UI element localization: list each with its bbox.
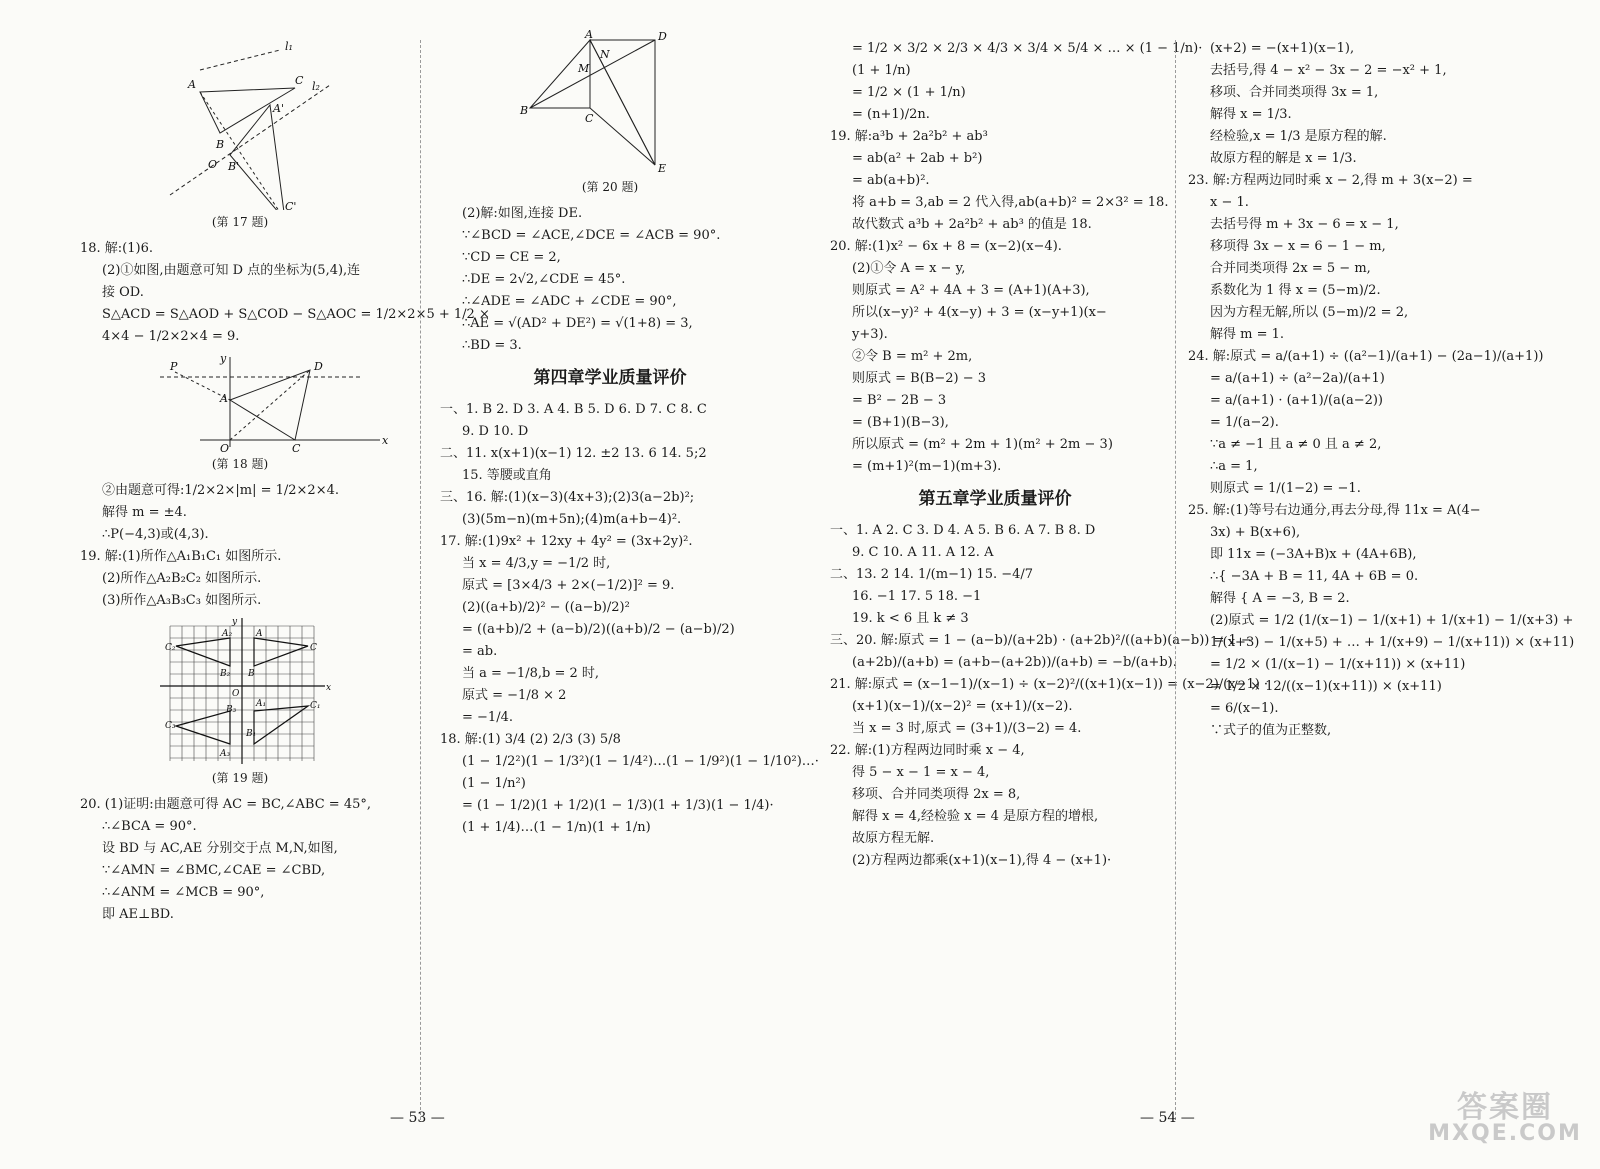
fig20-label-M: M: [578, 62, 590, 75]
text-line: 19. k < 6 且 k ≠ 3: [852, 611, 969, 626]
text-line: 故代数式 a³b + 2a²b² + ab³ 的值是 18.: [852, 217, 1092, 232]
text-line: 解得 { A = −3, B = 2.: [1210, 591, 1350, 606]
text-line: 17. 解:(1)9x² + 12xy + 4y² = (3x+2y)².: [440, 534, 693, 549]
text-line: (1 − 1/n²): [462, 776, 526, 791]
fig20-label-A: A: [585, 30, 593, 41]
text-line: 20. 解:(1)x² − 6x + 8 = (x−2)(x−4).: [830, 239, 1062, 254]
fig17-label-O: O: [208, 158, 218, 171]
fig18-label-x: x: [382, 434, 389, 447]
text-line: (2)((a+b)/2)² − ((a−b)/2)²: [462, 600, 630, 615]
fig18-label-y: y: [220, 352, 227, 365]
text-line: 当 x = 4/3,y = −1/2 时,: [462, 556, 611, 571]
text-line: ∴∠ADE = ∠ADC + ∠CDE = 90°,: [462, 294, 677, 309]
figure-19-caption: (第 19 题): [211, 771, 269, 785]
section-title-chapter-5: 第五章学业质量评价: [918, 489, 1072, 509]
text-line: 4×4 − 1/2×2×4 = 9.: [102, 329, 240, 344]
text-line: = (m+1)²(m−1)(m+3).: [852, 459, 1002, 474]
text-line: ∴DE = 2√2,∠CDE = 45°.: [462, 272, 626, 287]
watermark-line-2: MXQE.COM: [1428, 1121, 1582, 1146]
text-line: x − 1.: [1210, 195, 1249, 210]
fig18-label-D: D: [314, 360, 323, 373]
text-line: (x+2) = −(x+1)(x−1),: [1210, 41, 1355, 56]
text-line: 则原式 = B(B−2) − 3: [852, 371, 986, 386]
fig20-label-B: B: [520, 104, 529, 117]
text-line: 23. 解:方程两边同时乘 x − 2,得 m + 3(x−2) =: [1188, 173, 1473, 188]
text-line: 当 a = −1/8,b = 2 时,: [462, 666, 600, 681]
figure-20-caption: (第 20 题): [581, 180, 639, 194]
text-line: 因为方程无解,所以 (5−m)/2 = 2,: [1210, 305, 1409, 320]
text-line: 系数化为 1 得 x = (5−m)/2.: [1210, 283, 1381, 298]
text-line: 18. 解:(1)6.: [80, 241, 154, 256]
figure-20: [440, 30, 780, 175]
fig19-label-C3: C₃: [165, 721, 176, 731]
text-line: = ab.: [462, 644, 498, 659]
fig17-label-C: C: [295, 74, 304, 87]
text-line: 则原式 = A² + 4A + 3 = (A+1)(A+3),: [852, 283, 1090, 298]
text-line: = B² − 2B − 3: [852, 393, 947, 408]
text-line: 即 11x = (−3A+B)x + (4A+6B),: [1210, 547, 1417, 562]
text-line: (2)解:如图,连接 DE.: [462, 206, 583, 221]
text-line: (2)所作△A₂B₂C₂ 如图所示.: [102, 571, 262, 586]
text-line: = 1/(a−2).: [1210, 415, 1279, 430]
text-line: 二、13. 2 14. 1/(m−1) 15. −4/7: [830, 567, 1034, 582]
text-line: = 1/2 × (1/(x−1) − 1/(x+11)) × (x+11): [1210, 657, 1466, 672]
text-line: 原式 = [3×4/3 + 2×(−1/2)]² = 9.: [462, 578, 675, 593]
text-line: 解得 m = 1.: [1210, 327, 1285, 342]
fig19-label-A1: A₁: [256, 699, 267, 709]
text-line: (2)①如图,由题意可知 D 点的坐标为(5,4),连: [102, 263, 361, 278]
text-line: 合并同类项得 2x = 5 − m,: [1210, 261, 1371, 276]
text-line: (1 − 1/2²)(1 − 1/3²)(1 − 1/4²)…(1 − 1/9²)(1 − 1/10²)…·: [462, 754, 819, 769]
fig18-label-P: P: [170, 360, 178, 373]
text-line: (3)所作△A₃B₃C₃ 如图所示.: [102, 593, 262, 608]
fig19-label-B3: B₃: [226, 705, 237, 715]
text-line: 原式 = −1/8 × 2: [462, 688, 567, 703]
fig19-label-O: O: [232, 689, 240, 699]
text-line: 22. 解:(1)方程两边同时乘 x − 4,: [830, 743, 1025, 758]
text-line: 故原方程无解.: [852, 831, 935, 846]
text-line: 3x) + B(x+6),: [1210, 525, 1301, 540]
text-line: ∵CD = CE = 2,: [462, 250, 561, 265]
text-line: ∴P(−4,3)或(4,3).: [102, 527, 209, 542]
text-line: 19. 解:a³b + 2a²b² + ab³: [830, 129, 988, 144]
text-line: 移项得 3x − x = 6 − 1 − m,: [1210, 239, 1386, 254]
text-line: 故原方程的解是 x = 1/3.: [1210, 151, 1357, 166]
text-line: ∴∠BCA = 90°.: [102, 819, 197, 834]
text-line: 25. 解:(1)等号右边通分,再去分母,得 11x = A(4−: [1188, 503, 1481, 518]
fig20-label-N: N: [600, 48, 610, 61]
fig19-label-x: x: [326, 683, 332, 693]
text-line: 18. 解:(1) 3/4 (2) 2/3 (3) 5/8: [440, 732, 621, 747]
page-number-right: — 54 —: [1140, 1110, 1195, 1126]
text-line: 所以(x−y)² + 4(x−y) + 3 = (x−y+1)(x−: [852, 305, 1107, 320]
fig19-label-y: y: [232, 617, 238, 627]
column-4: [1188, 38, 1575, 742]
fig19-label-B: B: [248, 669, 255, 679]
text-line: 19. 解:(1)所作△A₁B₁C₁ 如图所示.: [80, 549, 282, 564]
text-line: 去括号,得 4 − x² − 3x − 2 = −x² + 1,: [1210, 63, 1447, 78]
page-number-left: — 53 —: [390, 1110, 445, 1126]
text-line: 即 AE⊥BD.: [102, 907, 174, 922]
text-line: 9. C 10. A 11. A 12. A: [852, 545, 994, 560]
text-line: ∵式子的值为正整数,: [1210, 723, 1332, 738]
text-line: ∵∠BCD = ∠ACE,∠DCE = ∠ACB = 90°.: [462, 228, 721, 243]
text-line: ∴AE = √(AD² + DE²) = √(1+8) = 3,: [462, 316, 693, 331]
text-line: 移项、合并同类项得 2x = 8,: [852, 787, 1021, 802]
text-line: ∴a = 1,: [1210, 459, 1258, 474]
text-line: = 1/2 × (1 + 1/n): [852, 85, 966, 100]
text-line: 1/(x+3) − 1/(x+5) + … + 1/(x+9) − 1/(x+11)) × (x+11): [1210, 635, 1575, 650]
fig19-label-C: C: [310, 643, 317, 653]
text-line: (x+1)(x−1)/(x−2)² = (x+1)/(x−2).: [852, 699, 1073, 714]
text-line: = ab(a² + 2ab + b²): [852, 151, 983, 166]
text-line: 解得 x = 4,经检验 x = 4 是原方程的增根,: [852, 809, 1099, 824]
figure-17: [80, 30, 400, 210]
fig20-label-D: D: [658, 30, 667, 43]
fig17-label-l2: l₂: [312, 80, 320, 93]
text-line: S△ACD = S△AOD + S△COD − S△AOC = 1/2×2×5 + 1/2 ×: [102, 307, 490, 322]
column-2: [440, 30, 819, 839]
fig18-label-A: A: [220, 392, 228, 405]
text-line: ∴{ −3A + B = 11, 4A + 6B = 0.: [1210, 569, 1419, 584]
text-line: 所以原式 = (m² + 2m + 1)(m² + 2m − 3): [852, 437, 1113, 452]
fig19-label-A2: A₂: [222, 629, 233, 639]
text-line: 16. −1 17. 5 18. −1: [852, 589, 982, 604]
fig17-label-A: A: [188, 78, 196, 91]
fig18-label-C: C: [292, 442, 301, 452]
figure-17-caption: (第 17 题): [211, 215, 269, 229]
figure-19: [80, 616, 400, 766]
text-line: 二、11. x(x+1)(x−1) 12. ±2 13. 6 14. 5;2: [440, 446, 707, 461]
text-line: 去括号得 m + 3x − 6 = x − 1,: [1210, 217, 1399, 232]
text-line: = (n+1)/2n.: [852, 107, 930, 122]
text-line: = 6/(x−1).: [1210, 701, 1279, 716]
text-line: (2)原式 = 1/2 (1/(x−1) − 1/(x+1) + 1/(x+1) − 1/(x+3) +: [1210, 613, 1574, 628]
text-line: y+3).: [852, 327, 888, 342]
text-line: = (1 − 1/2)(1 + 1/2)(1 − 1/3)(1 + 1/3)(1 − 1/4)·: [462, 798, 774, 813]
fig17-label-B: B: [216, 138, 225, 151]
text-line: = (B+1)(B−3),: [852, 415, 949, 430]
section-title-chapter-4: 第四章学业质量评价: [533, 368, 687, 388]
watermark-logo: [1420, 1090, 1590, 1147]
text-line: ∴BD = 3.: [462, 338, 522, 353]
text-line: 21. 解:原式 = (x−1−1)/(x−1) ÷ (x−2)²/((x+1)(x−1)) = (x−2)/(x−1) ·: [830, 677, 1269, 692]
text-line: 15. 等腰或直角: [462, 468, 552, 483]
column-divider: [420, 40, 421, 1120]
text-line: 得 5 − x − 1 = x − 4,: [852, 765, 990, 780]
fig18-label-O: O: [220, 442, 230, 452]
figure-18: [80, 352, 400, 452]
fig20-label-E: E: [658, 162, 667, 175]
text-line: 一、1. B 2. D 3. A 4. B 5. D 6. D 7. C 8. C: [440, 402, 707, 417]
text-line: (3)(5m−n)(m+5n);(4)m(a+b−4)².: [462, 512, 682, 527]
text-line: 移项、合并同类项得 3x = 1,: [1210, 85, 1379, 100]
text-line: ②令 B = m² + 2m,: [852, 349, 973, 364]
text-line: = 1/2 × 3/2 × 2/3 × 4/3 × 3/4 × 5/4 × … × (1 − 1/n)·: [852, 41, 1203, 56]
text-line: 解得 m = ±4.: [102, 505, 187, 520]
text-line: = −1/4.: [462, 710, 513, 725]
text-line: 将 a+b = 3,ab = 2 代入得,ab(a+b)² = 2×3² = 18.: [852, 195, 1169, 210]
text-line: 9. D 10. D: [462, 424, 529, 439]
text-line: 接 OD.: [102, 285, 144, 300]
text-line: 经检验,x = 1/3 是原方程的解.: [1210, 129, 1387, 144]
text-line: 设 BD 与 AC,AE 分别交于点 M,N,如图,: [102, 841, 338, 856]
fig19-label-B1: B₁: [246, 729, 257, 739]
figure-18-caption: (第 18 题): [211, 457, 269, 471]
text-line: = ((a+b)/2 + (a−b)/2)((a+b)/2 − (a−b)/2): [462, 622, 735, 637]
text-line: ∴∠ANM = ∠MCB = 90°,: [102, 885, 265, 900]
text-line: = a/(a+1) ÷ (a²−2a)/(a+1): [1210, 371, 1385, 386]
watermark-line-1: 答案圈: [1457, 1090, 1553, 1125]
text-line: = 1/2 × 12/((x−1)(x+11)) × (x+11): [1210, 679, 1442, 694]
fig19-label-B2: B₂: [220, 669, 231, 679]
text-line: ②由题意可得:1/2×2×|m| = 1/2×2×4.: [102, 483, 339, 498]
text-line: = ab(a+b)².: [852, 173, 930, 188]
text-line: (2)方程两边都乘(x+1)(x−1),得 4 − (x+1)·: [852, 853, 1112, 868]
fig17-label-B2: B': [228, 160, 240, 173]
column-divider: [1175, 40, 1176, 1120]
text-line: 一、1. A 2. C 3. D 4. A 5. B 6. A 7. B 8. D: [830, 523, 1096, 538]
text-line: 24. 解:原式 = a/(a+1) ÷ ((a²−1)/(a+1) − (2a−1)/(a+1)): [1188, 349, 1544, 364]
fig17-label-A2: A': [273, 102, 284, 115]
text-line: = a/(a+1) · (a+1)/(a(a−2)): [1210, 393, 1383, 408]
text-line: ∵a ≠ −1 且 a ≠ 0 且 a ≠ 2,: [1210, 437, 1382, 452]
fig17-label-C2: C': [285, 200, 297, 210]
text-line: 则原式 = 1/(1−2) = −1.: [1210, 481, 1361, 496]
fig19-label-C1: C₁: [310, 701, 321, 711]
fig19-label-A3: A₃: [220, 749, 231, 759]
fig19-label-C2: C₂: [165, 643, 176, 653]
fig20-label-C: C: [585, 112, 594, 125]
fig17-label-l1: l₁: [285, 40, 293, 53]
text-line: ∵∠AMN = ∠BMC,∠CAE = ∠CBD,: [102, 863, 326, 878]
text-line: (a+2b)/(a+b) = (a+b−(a+2b))/(a+b) = −b/(a+b).: [852, 655, 1177, 670]
text-line: (1 + 1/4)…(1 − 1/n)(1 + 1/n): [462, 820, 651, 835]
text-line: (2)①令 A = x − y,: [852, 261, 966, 276]
fig19-label-A: A: [256, 629, 263, 639]
text-line: 20. (1)证明:由题意可得 AC = BC,∠ABC = 45°,: [80, 797, 371, 812]
text-line: 当 x = 3 时,原式 = (3+1)/(3−2) = 4.: [852, 721, 1082, 736]
text-line: 三、20. 解:原式 = 1 − (a−b)/(a+2b) · (a+2b)²/((a+b)(a−b)) = 1 −: [830, 633, 1252, 648]
text-line: (1 + 1/n): [852, 63, 911, 78]
text-line: 三、16. 解:(1)(x−3)(4x+3);(2)3(a−2b)²;: [440, 490, 695, 505]
text-line: 解得 x = 1/3.: [1210, 107, 1292, 122]
